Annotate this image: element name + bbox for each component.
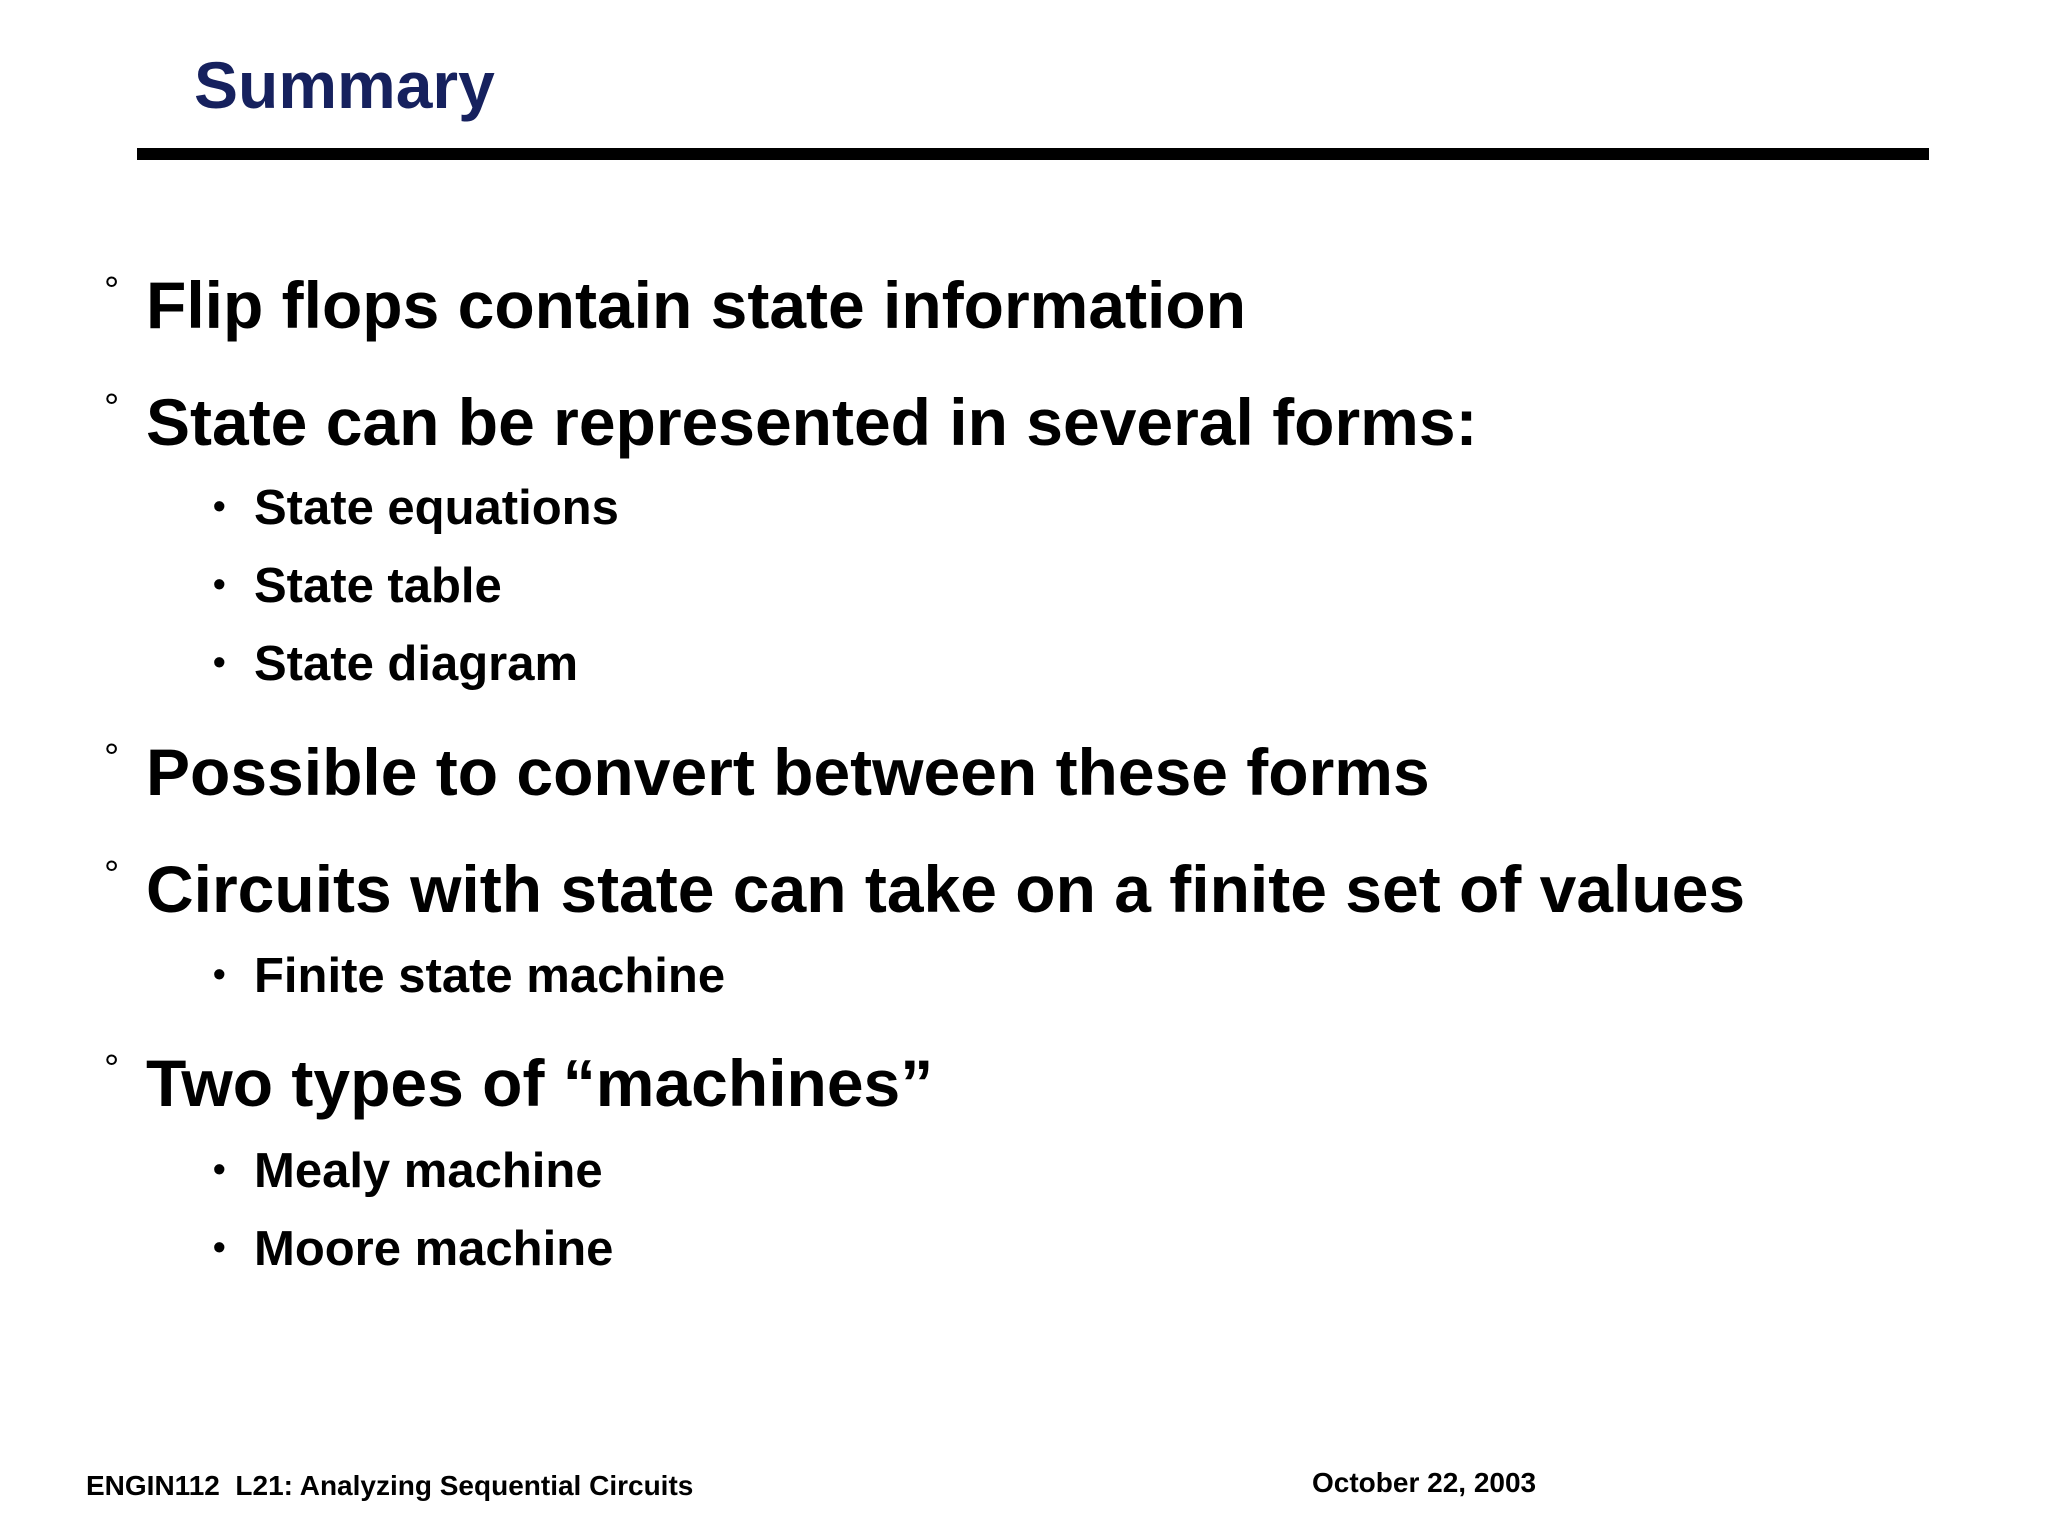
bullet-marker: ° — [104, 1048, 120, 1090]
footer-course: ENGIN112 L21: Analyzing Sequential Circuits — [86, 1470, 694, 1501]
sub-bullet-item: Finite state machine — [254, 949, 726, 1003]
bullet-item: Two types of “machines” — [146, 1046, 934, 1120]
sub-bullet-item: State equations — [254, 481, 619, 535]
bullet-item: State can be represented in several forms: — [146, 385, 1478, 459]
bullet-marker: ° — [104, 737, 120, 779]
bullet-marker: ° — [104, 387, 120, 429]
sub-bullet-item: State diagram — [254, 637, 579, 691]
bullet-marker: ° — [104, 854, 120, 896]
bullet-marker: ° — [104, 270, 120, 312]
sub-bullet-marker: • — [213, 1148, 226, 1189]
slide-title: Summary — [194, 48, 495, 122]
sub-bullet-marker: • — [213, 485, 226, 526]
sub-bullet-item: Moore machine — [254, 1222, 614, 1276]
bullet-item: Circuits with state can take on a finite set of values — [146, 852, 1746, 926]
footer-date: October 22, 2003 — [1312, 1467, 1537, 1498]
sub-bullet-marker: • — [213, 641, 226, 682]
sub-bullet-marker: • — [213, 953, 226, 994]
bullet-item: Flip flops contain state information — [146, 268, 1247, 342]
sub-bullet-item: State table — [254, 559, 502, 613]
sub-bullet-item: Mealy machine — [254, 1144, 603, 1198]
bullet-item: Possible to convert between these forms — [146, 735, 1430, 809]
sub-bullet-marker: • — [213, 563, 226, 604]
sub-bullet-marker: • — [213, 1226, 226, 1267]
